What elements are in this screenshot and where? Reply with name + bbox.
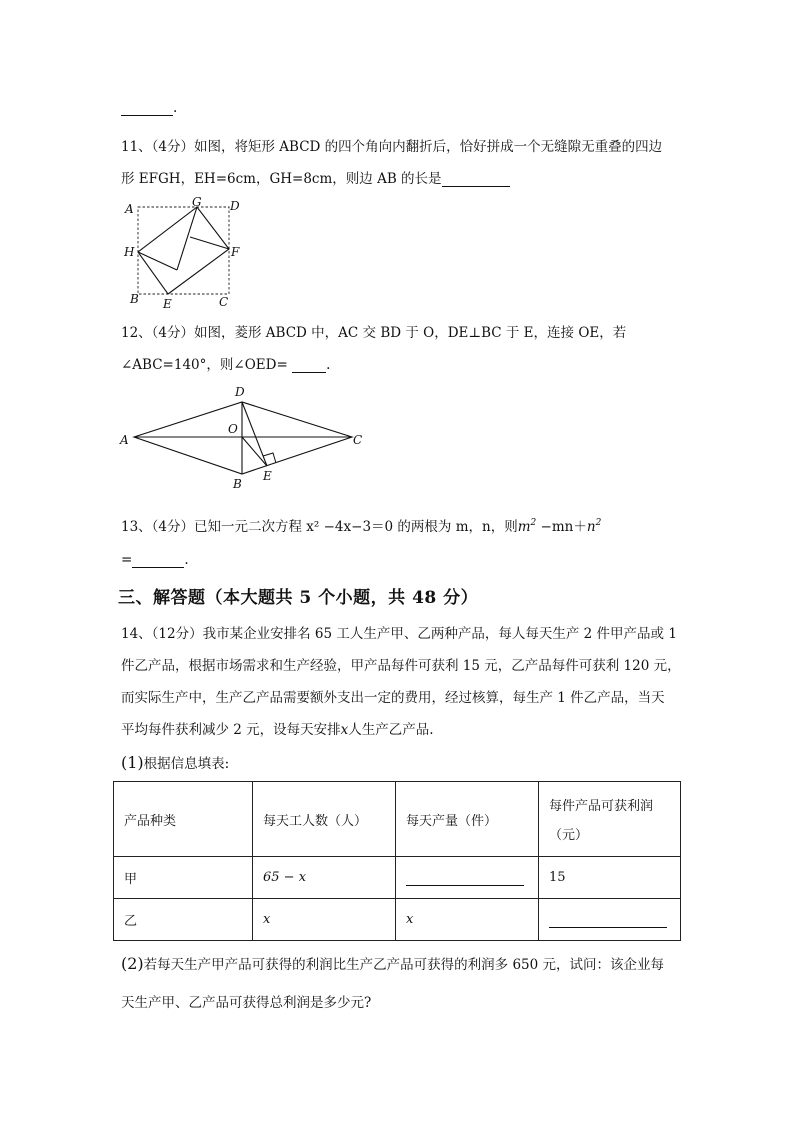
- q12-answer-blank[interactable]: [292, 356, 326, 373]
- q14-line4-text-b: 人生产乙产品.: [348, 722, 434, 738]
- q14-line4-text-a: 平均每件获利减少 2 元，设每天安排: [121, 722, 341, 738]
- table-row: [114, 857, 681, 899]
- q12-label-a: A: [120, 433, 129, 447]
- q11-label-a: A: [125, 202, 134, 216]
- q12-label-e: E: [263, 469, 272, 483]
- q14-var-x: x: [340, 722, 349, 738]
- q14-part2-number: (2): [121, 954, 144, 973]
- table-header-row: [114, 782, 681, 857]
- table-cell-output-a[interactable]: [396, 857, 539, 899]
- q13-m: m: [517, 519, 531, 535]
- table-header-profit: [539, 782, 681, 857]
- table-row: [114, 899, 681, 941]
- table-cell-workers-a: 65 − x: [253, 857, 396, 899]
- table-profit-b-blank[interactable]: [549, 911, 667, 928]
- q14-part1-text: 根据信息填表:: [143, 756, 230, 772]
- q14-line2: 件乙产品，根据市场需求和生产经验，甲产品每件可获利 15 元，乙产品每件可获利 120 元，: [121, 658, 681, 674]
- q11-label-e: E: [163, 297, 172, 311]
- q13-answer-blank[interactable]: [132, 551, 184, 568]
- q14-part2-text: 若每天生产甲产品可获得的利润比生产乙产品可获得的利润多 650 元，试问：该企业每: [143, 957, 665, 973]
- q11-label-h: H: [124, 245, 135, 259]
- q11-line2: [121, 167, 510, 187]
- q14-line1: 14、（12分）我市某企业安排名 65 工人生产甲、乙两种产品，每人每天生产 2 件甲产品或 1: [121, 626, 677, 642]
- q11-label-d: D: [230, 199, 240, 213]
- q12-figure: [115, 382, 375, 492]
- q12-end-dot: .: [326, 357, 331, 373]
- q12-segment-oe: [242, 437, 267, 466]
- table-header-profit-unit: （元）: [549, 828, 589, 843]
- q12-label-c: C: [353, 433, 363, 447]
- q14-part2-line2: 天生产甲、乙产品可获得总利润是多少元?: [121, 995, 372, 1011]
- q13-n: n: [586, 519, 596, 535]
- q14-part2-line1: [121, 953, 664, 973]
- q11-label-c: C: [219, 295, 229, 309]
- table-cell-workers-b: x: [253, 899, 396, 941]
- q12-label-b: B: [233, 477, 242, 491]
- table-output-a-blank[interactable]: [406, 869, 524, 886]
- q11-line1: 11、（4分）如图，将矩形 ABCD 的四个角向内翻折后，恰好拼成一个无缝隙无重叠的四边: [121, 139, 663, 155]
- q13-line1: [121, 515, 601, 535]
- q13-m-exponent: 2: [530, 518, 537, 528]
- q11-line2-text: 形 EFGH，EH=6cm，GH=8cm，则边 AB 的长是: [121, 171, 442, 187]
- table-header-profit-title: 每件产品可获利润: [549, 799, 654, 814]
- q14-part1-number: (1): [121, 753, 144, 772]
- table-header-workers: 每天工人数（人）: [253, 782, 396, 857]
- answer-blank-prev[interactable]: [121, 100, 177, 116]
- table-cell-output-b: x: [396, 899, 539, 941]
- q11-label-g: G: [192, 195, 202, 209]
- table-header-type: 产品种类: [114, 782, 253, 857]
- table-cell-profit-a: 15: [539, 857, 681, 899]
- table-header-output: 每天产量（件）: [396, 782, 539, 857]
- q11-label-b: B: [130, 292, 139, 306]
- info-table: [113, 781, 681, 941]
- prev-end-dot: .: [173, 100, 178, 116]
- q11-fold-line-3: [190, 237, 229, 249]
- q11-figure: [115, 193, 255, 313]
- q12-label-d: D: [235, 385, 245, 399]
- table-cell-profit-b[interactable]: [539, 899, 681, 941]
- q13-mid: −mn＋: [536, 519, 587, 535]
- q12-line2: [121, 353, 330, 373]
- q13-end-dot: .: [184, 552, 189, 568]
- q14-line4: [121, 718, 434, 738]
- q13-line2: [121, 551, 189, 568]
- table-cell-type-a: 甲: [114, 857, 253, 899]
- q12-line1: 12、（4分）如图，菱形 ABCD 中，AC 交 BD 于 O，DE⊥BC 于 E，连接 OE，若: [121, 325, 627, 341]
- table-cell-type-b: 乙: [114, 899, 253, 941]
- q12-label-o: O: [228, 422, 238, 436]
- q13-n-exponent: 2: [595, 518, 602, 528]
- q13-text: 13、（4分）已知一元二次方程 x² −4x−3＝0 的两根为 m，n，则: [121, 519, 518, 535]
- q11-answer-blank[interactable]: [442, 170, 510, 187]
- q11-label-f: F: [231, 245, 240, 259]
- q12-line2-text: ∠ABC=140°，则∠OED=: [121, 357, 288, 373]
- q14-part1: [121, 752, 229, 772]
- section-heading: 三、解答题（本大题共 5 个小题，共 48 分）: [118, 588, 479, 608]
- q13-equals: =: [121, 552, 133, 568]
- q14-line3: 而实际生产中，生产乙产品需要额外支出一定的费用，经过核算，每生产 1 件乙产品，当天: [121, 690, 665, 706]
